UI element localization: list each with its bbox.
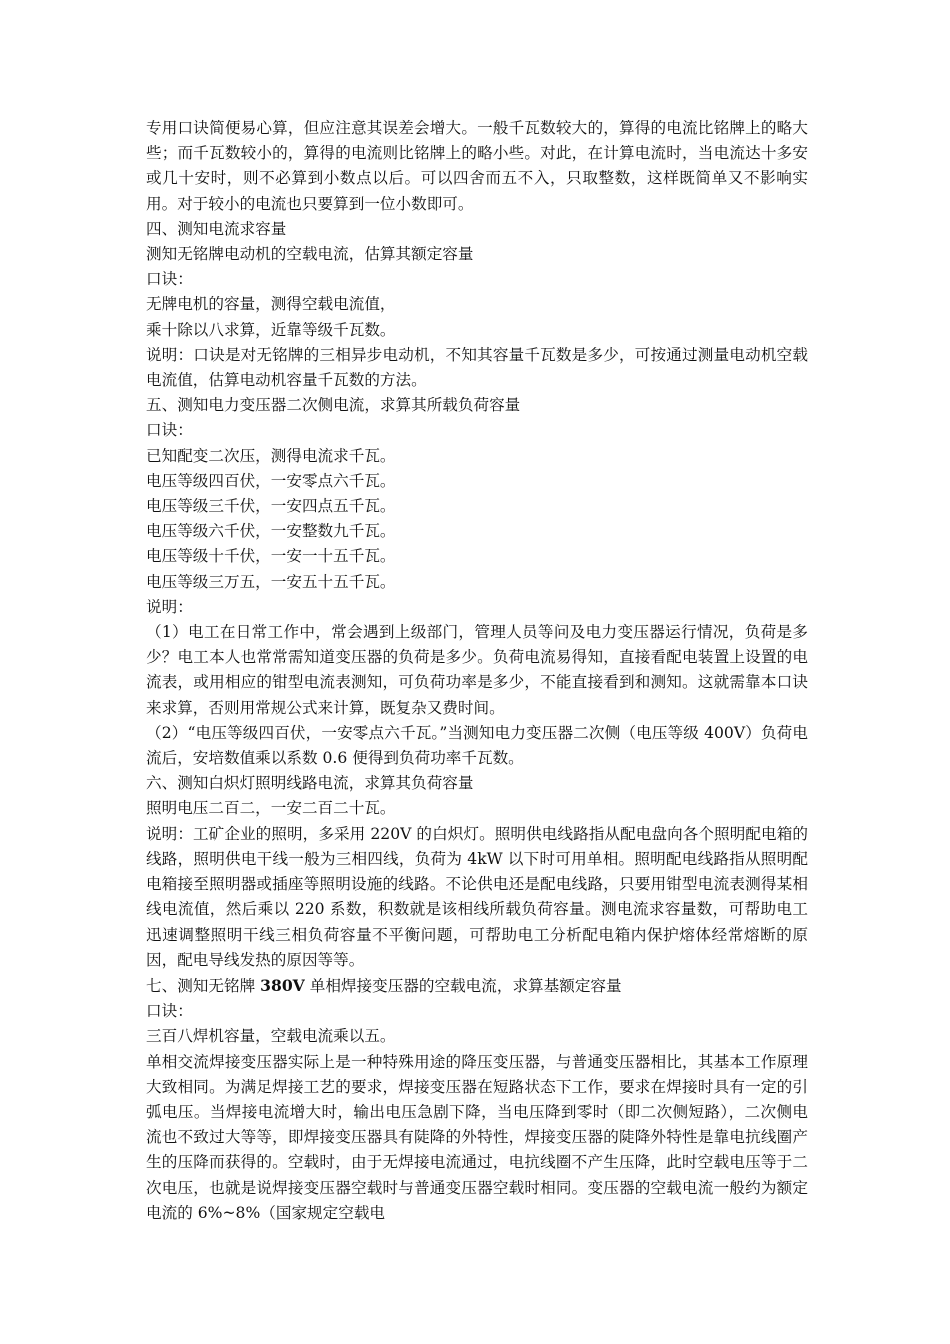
mnemonic-label: 口诀： — [146, 421, 193, 440]
mnemonic-line: 电压等级十千伏，一安一十五千瓦。 — [146, 547, 396, 566]
heading-section-6: 六、测知白炽灯照明线路电流，求算其负荷容量 — [146, 774, 474, 793]
heading-text: 单相焊接变压器的空载电流，求算基额定容量 — [304, 976, 622, 995]
subheading-no-nameplate-motor: 测知无铭牌电动机的空载电流，估算其额定容量 — [146, 245, 474, 264]
mnemonic-line: 电压等级三万五，一安五十五千瓦。 — [146, 572, 396, 591]
document-body — [146, 116, 808, 1226]
explanation-paragraph: 说明：口诀是对无铭牌的三相异步电动机，不知其容量千瓦数是多少，可按通过测量电动机空载电流值，估算电动机容量千瓦数的方法。 — [146, 345, 808, 390]
paragraph-intro: 专用口诀简便易心算，但应注意其误差会增大。一般千瓦数较大的，算得的电流比铭牌上的略大些；而千瓦数较小的，算得的电流则比铭牌上的略小些。对此，在计算电流时，当电流达十多安或几十安时，则不必算到小数点以后。可以四舍而五不入，只取整数，这样既简单又不影响实用。对于较小的电流也只要算到一位小数即可。 — [146, 119, 808, 213]
mnemonic-line: 已知配变二次压，测得电流求千瓦。 — [146, 446, 396, 465]
mnemonic-line: 照明电压二百二，一安二百二十瓦。 — [146, 799, 396, 818]
heading-section-7 — [146, 973, 808, 999]
mnemonic-line: 电压等级四百伏，一安零点六千瓦。 — [146, 471, 396, 490]
explanation-paragraph: 单相交流焊接变压器实际上是一种特殊用途的降压变压器，与普通变压器相比，其基本工作原理大致相同。为满足焊接工艺的要求，焊接变压器在短路状态下工作，要求在焊接时具有一定的引弧电压。当焊接电流增大时，输出电压急剧下降，当电压降到零时（即二次侧短路），二次侧电流也不致过大等等，即焊接变压器具有陡降的外特性，焊接变压器的陡降外特性是靠电抗线圈产生的压降而获得的。空载时，由于无焊接电流通过，电抗线圈不产生压降，此时空载电压等于二次电压，也就是说焊接变压器空载时与普通变压器空载时相同。变压器的空载电流一般约为额定电流的 6%~8%（国家规定空载电 — [146, 1052, 808, 1222]
explanation-paragraph: 说明：工矿企业的照明，多采用 220V 的白炽灯。照明供电线路指从配电盘向各个照明配电箱的线路，照明供电干线一般为三相四线，负荷为 4kW 以下时可用单相。照明配电线路指从照明配电箱接至照明器或插座等照明设施的线路。不论供电还是配电线路，只要用钳型电流表测得某相线电流值，然后乘以 220 系数，积数就是该相线所载负荷容量。测电流求容量数，可帮助电工迅速调整照明干线三相负荷容量不平衡问题，可帮助电工分析配电箱内保护熔体经常熔断的原因，配电导线发热的原因等等。 — [146, 824, 808, 969]
explanation-paragraph-2: （2）“电压等级四百伏，一安零点六千瓦。”当测知电力变压器二次侧（电压等级 400V）负荷电流后，安培数值乘以系数 0.6 便得到负荷功率千瓦数。 — [146, 723, 808, 768]
mnemonic-line: 三百八焊机容量，空载电流乘以五。 — [146, 1027, 396, 1046]
heading-section-4: 四、测知电流求容量 — [146, 219, 287, 238]
mnemonic-line: 乘十除以八求算，近靠等级千瓦数。 — [146, 320, 396, 339]
mnemonic-line: 电压等级六千伏，一安整数九千瓦。 — [146, 522, 396, 541]
heading-section-5: 五、测知电力变压器二次侧电流，求算其所载负荷容量 — [146, 396, 521, 415]
mnemonic-line: 无牌电机的容量，测得空载电流值， — [146, 295, 396, 314]
mnemonic-label: 口诀： — [146, 1002, 193, 1021]
explanation-label: 说明： — [146, 597, 193, 616]
heading-voltage-bold: 380V — [260, 975, 305, 995]
mnemonic-line: 电压等级三千伏，一安四点五千瓦。 — [146, 497, 396, 516]
explanation-paragraph-1: （1）电工在日常工作中，常会遇到上级部门，管理人员等问及电力变压器运行情况，负荷是多少？电工本人也常常需知道变压器的负荷是多少。负荷电流易得知，直接看配电装置上设置的电流表，或用相应的钳型电流表测知，可负荷功率是多少，不能直接看到和测知。这就需靠本口诀来求算，否则用常规公式来计算，既复杂又费时间。 — [146, 623, 808, 717]
mnemonic-label: 口诀： — [146, 270, 193, 289]
heading-text: 七、测知无铭牌 — [146, 976, 261, 995]
